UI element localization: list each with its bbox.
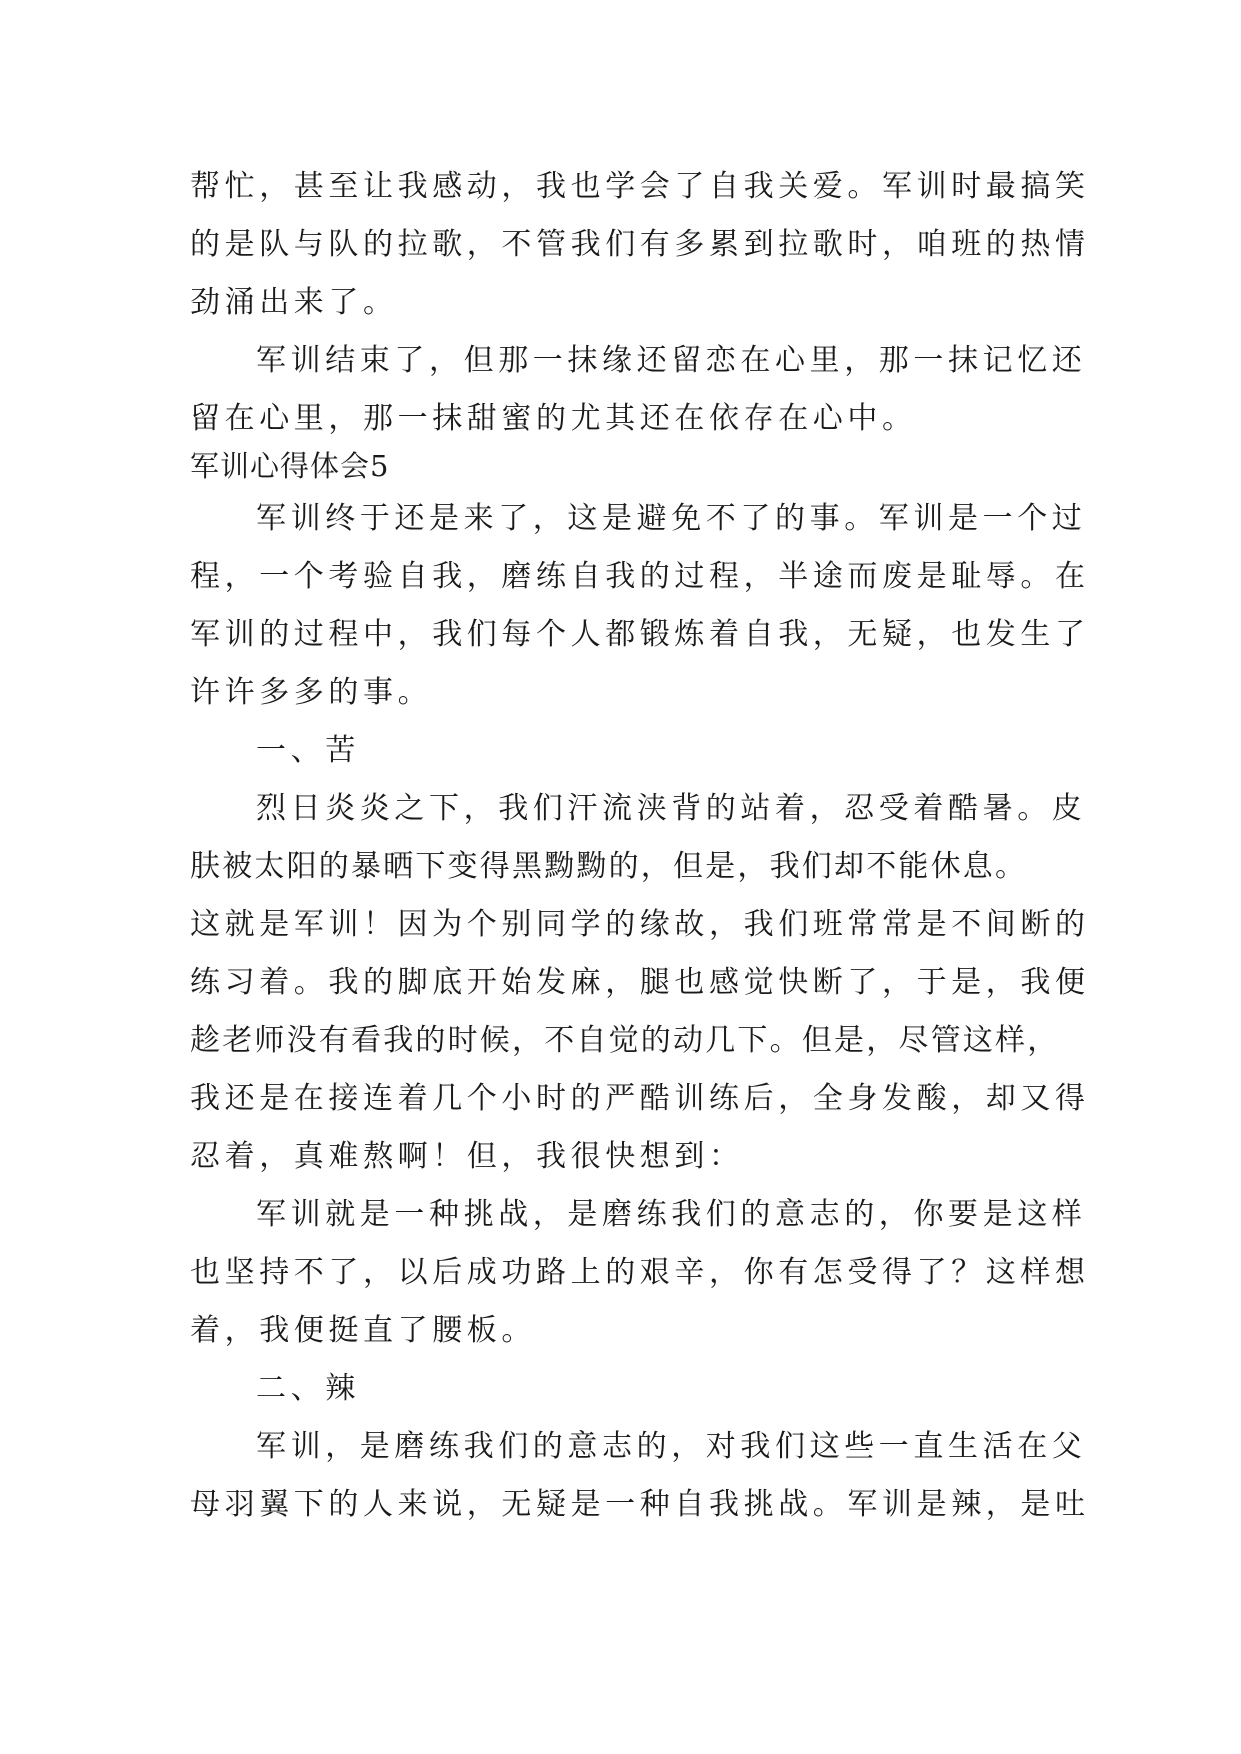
paragraph-first-line: 军训终于还是来了，这是避免不了的事。军训是一个过: [256, 501, 1087, 536]
text-line: 的是队与队的拉歌，不管我们有多累到拉歌时，咱班的热情: [190, 227, 1090, 262]
text-line: 练习着。我的脚底开始发麻，腿也感觉快断了，于是，我便: [190, 965, 1090, 1000]
text-line: 劲涌出来了。: [190, 285, 398, 320]
text-line: 母羽翼下的人来说，无疑是一种自我挑战。军训是辣，是吐: [190, 1487, 1090, 1522]
text-line: 留在心里，那一抹甜蜜的尤其还在依存在心中。: [190, 401, 917, 436]
text-line: 我还是在接连着几个小时的严酷训练后，全身发酸，却又得: [190, 1081, 1090, 1116]
text-line: 忍着，真难熬啊！但，我很快想到：: [190, 1139, 744, 1174]
subsection-heading: 二、辣: [256, 1371, 360, 1406]
text-line: 趁老师没有看我的时候，不自觉的动几下。但是，尽管这样，: [190, 1023, 1060, 1058]
document-body: [190, 158, 1090, 1534]
text-line: 这就是军训！因为个别同学的缘故，我们班常常是不间断的: [190, 907, 1090, 942]
text-line: 许许多多的事。: [190, 675, 433, 710]
paragraph-first-line: 军训就是一种挑战，是磨练我们的意志的，你要是这样: [256, 1197, 1087, 1232]
text-line: 着，我便挺直了腰板。: [190, 1313, 536, 1348]
text-line: 肤被太阳的暴晒下变得黑黝黝的，但是，我们却不能休息。: [190, 849, 1028, 884]
paragraph-first-line: 烈日炎炎之下，我们汗流浃背的站着，忍受着酷暑。皮: [256, 791, 1087, 826]
paragraph-first-line: 军训，是磨练我们的意志的，对我们这些一直生活在父: [256, 1429, 1087, 1464]
section-heading: 军训心得体会5: [190, 449, 390, 483]
text-line: 军训的过程中，我们每个人都锻炼着自我，无疑，也发生了: [190, 617, 1090, 652]
text-line: 帮忙，甚至让我感动，我也学会了自我关爱。军训时最搞笑: [190, 169, 1090, 204]
paragraph-first-line: 军训结束了，但那一抹缘还留恋在心里，那一抹记忆还: [256, 343, 1087, 378]
text-line: 程，一个考验自我，磨练自我的过程，半途而废是耻辱。在: [190, 559, 1090, 594]
subsection-heading: 一、苦: [256, 733, 360, 768]
text-line: 也坚持不了，以后成功路上的艰辛，你有怎受得了？这样想: [190, 1255, 1090, 1290]
